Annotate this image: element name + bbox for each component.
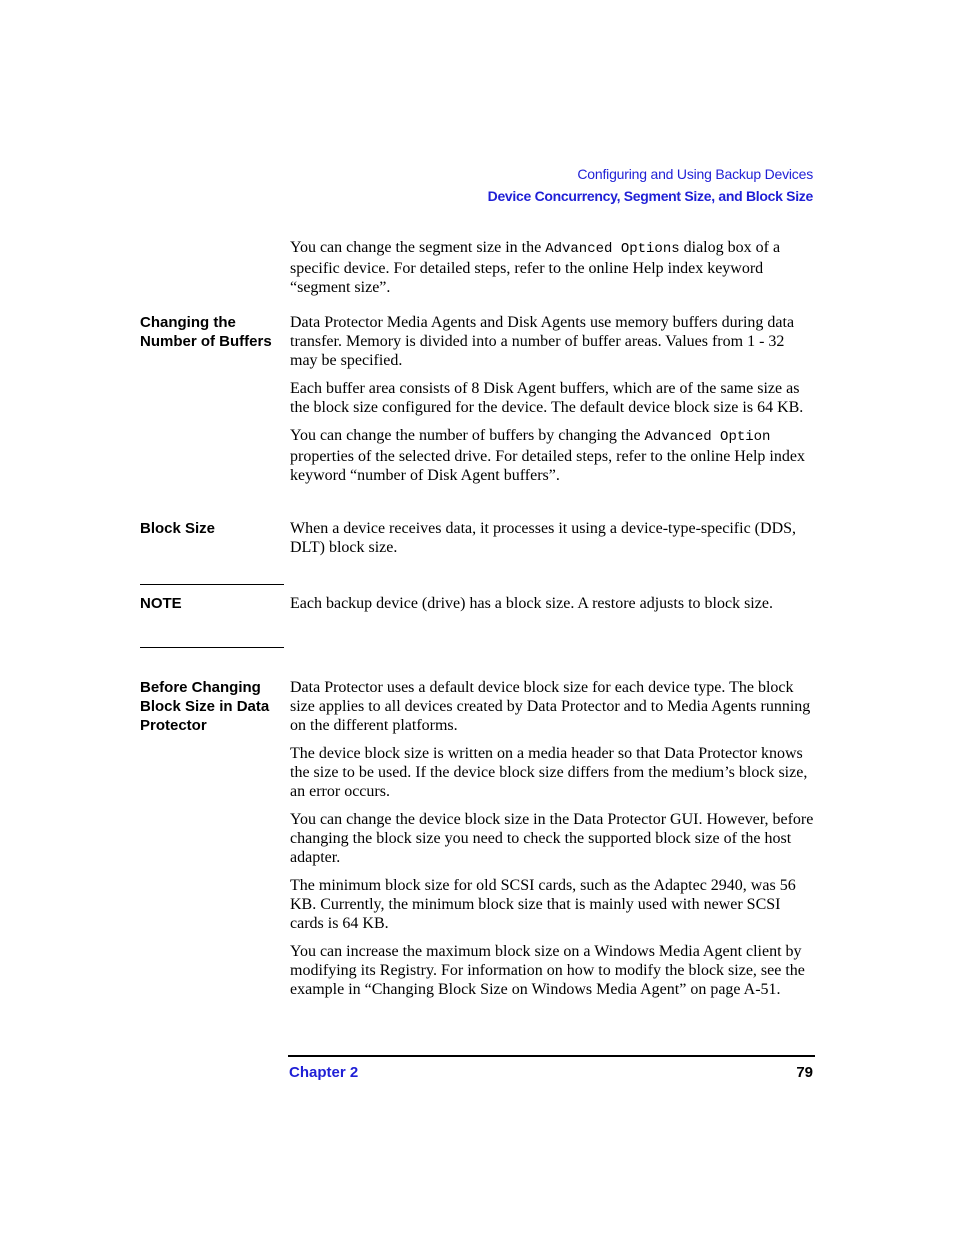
advanced-option-code: Advanced Option: [644, 429, 771, 445]
note-text: Each backup device (drive) has a block size. A restore adjusts to block size.: [290, 595, 773, 612]
before-changing-paragraph-1: Data Protector uses a default device block size for each device type. The block size applies to all devices created by Data Protector and to Media Agents running on the different platforms.: [290, 679, 811, 734]
before-changing-paragraph-5: You can increase the maximum block size on a Windows Media Agent client by modifying its Registry. For information on how to modify the block size, see the example in “Changing Block Size on Windows Media Agent” on page A-51.: [290, 943, 805, 998]
before-changing-paragraph-2: The device block size is written on a media header so that Data Protector knows the size to be used. If the device block size differs from the medium’s block size, an error occurs.: [290, 745, 808, 800]
note-section: [290, 594, 814, 622]
buffers-heading: Changing the Number of Buffers: [140, 314, 272, 350]
before-changing-heading: Before Changing Block Size in Data Protector: [140, 679, 270, 734]
note-top-rule: [140, 584, 284, 585]
buffers-p3-after: properties of the selected drive. For detailed steps, refer to the online Help index keyword “number of Disk Agent buffers”.: [290, 448, 805, 484]
intro-text-before: You can change the segment size in the: [290, 239, 546, 256]
advanced-options-code: Advanced Options: [545, 241, 680, 257]
running-header-chapter: Configuring and Using Backup Devices: [577, 166, 813, 182]
block-size-paragraph: When a device receives data, it processes it using a device-type-specific (DDS, DLT) block size.: [290, 520, 797, 556]
buffers-paragraph-1: Data Protector Media Agents and Disk Agents use memory buffers during data transfer. Memory is divided into a number of buffer areas. Values from 1 - 32 may be specified.: [290, 314, 795, 369]
before-changing-paragraph-3: You can change the device block size in the Data Protector GUI. However, before changing the block size you need to check the supported block size of the host adapter.: [290, 811, 814, 866]
intro-text-after: dialog box of a specific device. For detailed steps, refer to the online Help index keyword “segment size”.: [290, 239, 781, 296]
footer-rule: [288, 1055, 815, 1057]
buffers-section: [290, 313, 814, 494]
note-bottom-rule: [140, 647, 284, 648]
intro-section: [290, 238, 814, 306]
buffers-p3-before: You can change the number of buffers by changing the: [290, 427, 645, 444]
intro-paragraph: [290, 238, 814, 297]
before-changing-section: [290, 678, 814, 1008]
block-size-section: [290, 519, 814, 566]
block-size-heading: Block Size: [140, 520, 216, 537]
running-header-section: Device Concurrency, Segment Size, and Block Size: [487, 188, 813, 204]
before-changing-paragraph-4: The minimum block size for old SCSI cards, such as the Adaptec 2940, was 56 KB. Currently, the minimum block size that is mainly used with newer SCSI cards is 64 KB.: [290, 877, 796, 932]
footer-chapter: Chapter 2: [289, 1064, 359, 1081]
buffers-paragraph-3: [290, 426, 814, 485]
page-number: 79: [796, 1064, 813, 1081]
note-label: NOTE: [140, 595, 182, 612]
buffers-paragraph-2: Each buffer area consists of 8 Disk Agent buffers, which are of the same size as the block size configured for the device. The default device block size is 64 KB.: [290, 380, 804, 416]
